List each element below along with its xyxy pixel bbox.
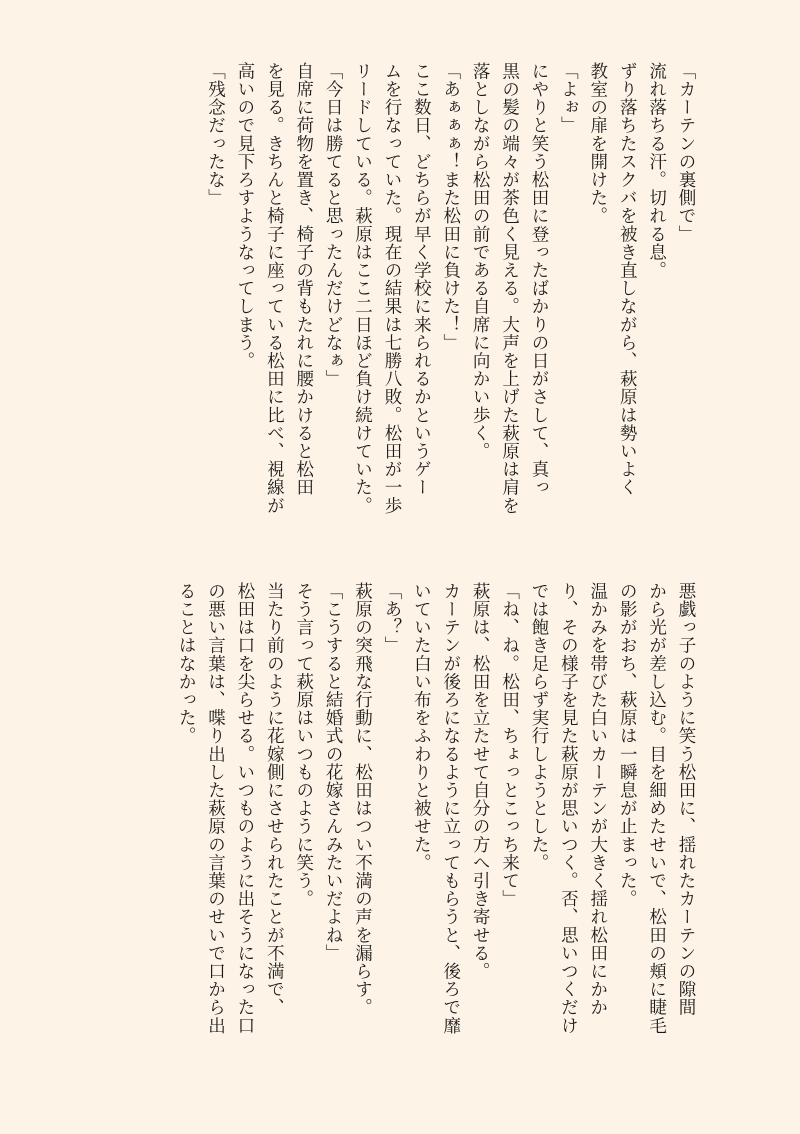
text-column: ムを行なっていた。現在の結果は七勝八敗。松田が一歩: [381, 62, 402, 515]
text-column: の悪い言葉は、喋り出した萩原の言葉のせいで口から出: [205, 582, 226, 1035]
text-column: 「こうすると結婚式の花嫁さんみたいだよね」: [323, 582, 344, 963]
text-column: 「あぁぁぁ！また松田に負けた！」: [440, 62, 461, 352]
text-column: 温かみを帯びた白いカーテンが大きく揺れ松田にかか: [587, 582, 608, 1017]
text-column: を見る。きちんと椅子に座っている松田に比べ、視線が: [264, 62, 285, 515]
text-column: 当たり前のように花嫁側にさせられたことが不満で、: [264, 582, 285, 1017]
text-column: 自席に荷物を置き、椅子の背もたれに腰かけると松田: [293, 62, 314, 497]
text-column: 萩原の突飛な行動に、松田はつい不満の声を漏らす。: [352, 582, 373, 1017]
text-column: 松田は口を尖らせる。いつものように出そうになった口: [234, 582, 255, 1035]
text-column: 流れ落ちる汗。切れる息。: [646, 62, 667, 280]
text-column: ることはなかった。: [176, 582, 197, 745]
text-column: そう言って萩原はいつものように笑う。: [293, 582, 314, 908]
text-column: ここ数日、どちらが早く学校に来られるかというゲー: [411, 62, 432, 497]
text-column: 「残念だったな」: [205, 62, 226, 207]
text-column: 黒の髪の端々が茶色く見える。大声を上げた萩原は肩を: [499, 62, 520, 515]
text-column: 「カーテンの裏側で」: [676, 62, 696, 243]
text-column: の影がおち、萩原は一瞬息が止まった。: [617, 582, 638, 908]
text-column: 「ね、ね。松田、ちょっとこっち来て」: [499, 582, 520, 908]
text-column: リードしている。萩原はここ二日ほど負け続けていた。: [352, 62, 373, 515]
text-column: では飽き足らず実行しようとした。: [528, 582, 549, 872]
text-column: 教室の扉を開けた。: [587, 62, 608, 225]
text-column: にやりと笑う松田に登ったばかりの日がさして、真っ: [528, 62, 549, 497]
text-column: 悪戯っ子のように笑う松田に、揺れたカーテンの隙間: [676, 582, 696, 1017]
text-column: 「よぉ」: [558, 62, 579, 135]
text-block-bottom: [100, 582, 700, 1052]
text-column: いていた白い布をふわりと被せた。: [411, 582, 432, 872]
text-column: から光が差し込む。目を細めたせいで、松田の頬に睫毛: [646, 582, 667, 1035]
text-column: ずり落ちたスクバを被き直しながら、萩原は勢いよく: [617, 62, 638, 497]
text-column: カーテンが後ろになるように立ってもらうと、後ろで靡: [440, 582, 461, 1035]
text-column: 高いので見下ろすようなってしまう。: [234, 62, 255, 370]
text-column: 落としながら松田の前である自席に向かい歩く。: [470, 62, 491, 461]
text-block-top: [100, 62, 700, 532]
text-column: 「あ？」: [381, 582, 402, 655]
text-column: り、その様子を見た萩原が思いつく。否、思いつくだけ: [558, 582, 579, 1035]
text-column: 「今日は勝てると思ったんだけどなぁ」: [323, 62, 344, 388]
text-column: 萩原は、松田を立たせて自分の方へ引き寄せる。: [470, 582, 491, 981]
